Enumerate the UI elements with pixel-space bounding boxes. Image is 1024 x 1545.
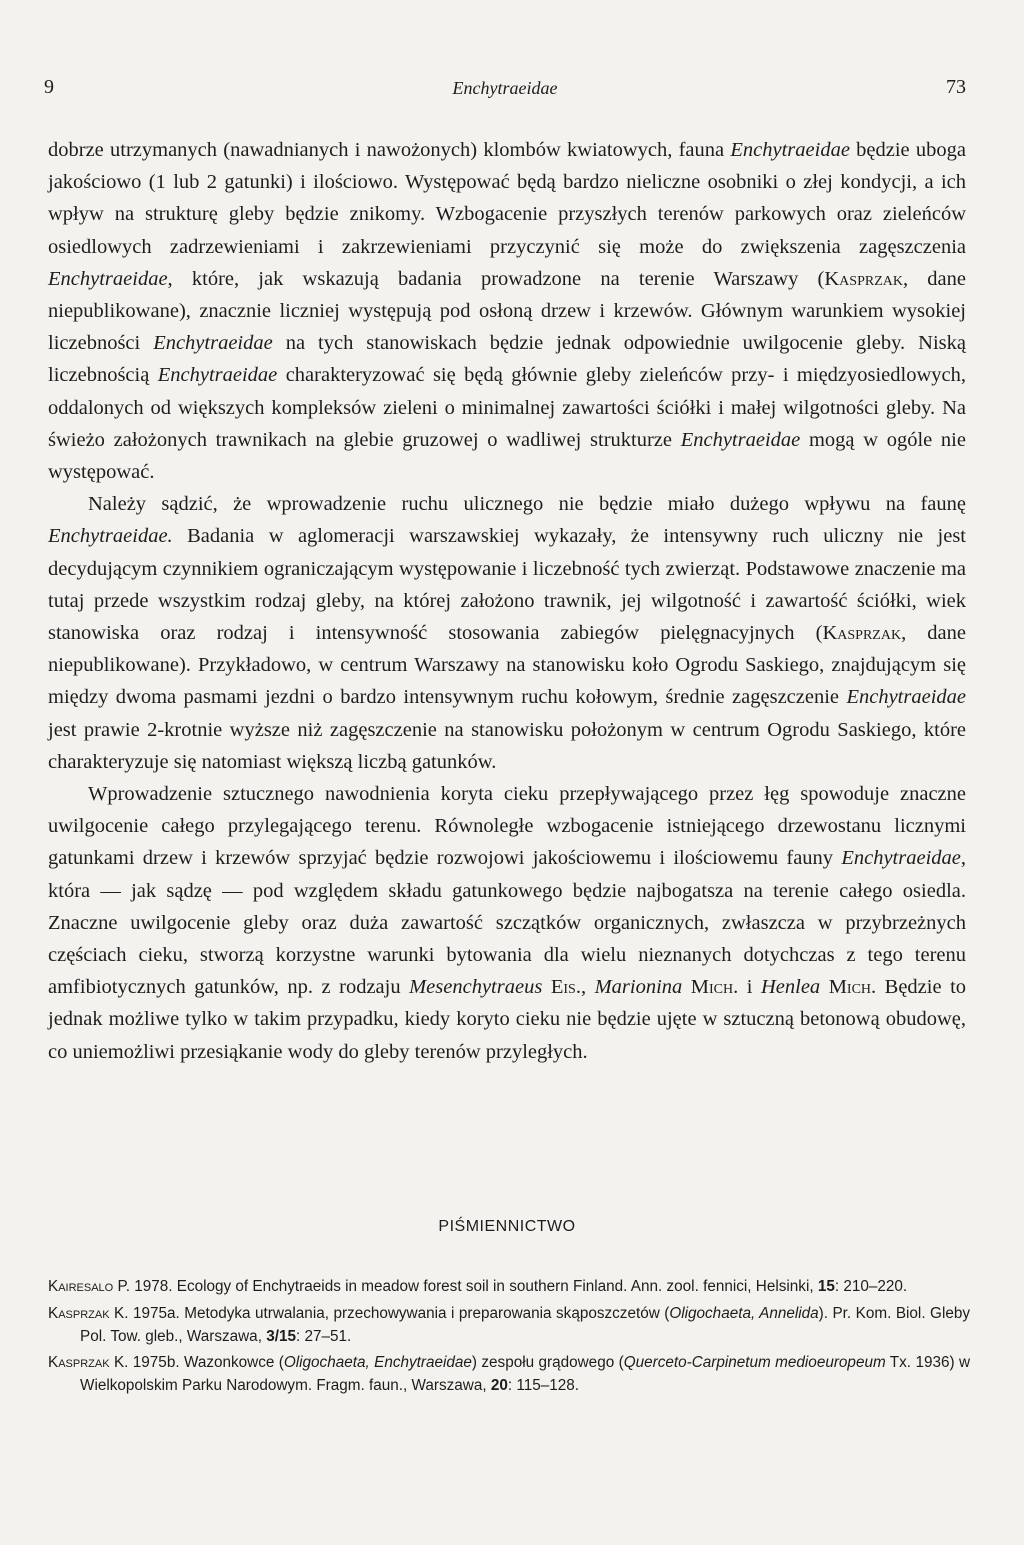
text-run: Enchytraeidae [157, 364, 278, 387]
references-list [48, 1276, 970, 1402]
text-run: , dane niepublikowane), znacznie liczniej występują pod osłoną drzew i krzewów. Głównym warunkiem wysokiej liczebności [48, 267, 967, 355]
text-run: Mich [690, 976, 734, 999]
paragraph-1 [48, 134, 966, 488]
text-run: , które, jak wskazują badania prowadzone na terenie Warszawy ( [167, 267, 825, 290]
text-run: Oligochaeta, Enchytraeidae [283, 1354, 472, 1372]
text-run: , która — jak sądzę — pod względem składu gatunkowego będzie najbogatsza na terenie całego osiedla. Znaczne uwilgocenie gleby oraz duża zawartość szczątków organicznych, zwłaszcza w przybrzeżnych częściach cieku, stworzą korzystne warunki bytowania dla wielu nieznanych dotychczas z tego terenu amfibiotycznych gatunków, np. z rodzaju [48, 847, 966, 999]
text-run: Badania w aglomeracji warszawskiej wykazały, że intensywny ruch uliczny nie jest decydującym czynnikiem ograniczającym występowanie i liczebność tych zwierząt. Podstawowe znaczenie ma tutaj przede wszystkim rodzaj gleby, na której założono trawnik, jej wilgotność i zawartość ściółki, wiek stanowiska oraz rodzaj i intensywność stosowania zabiegów pielęgnacyjnych ( [48, 525, 966, 645]
paragraph-2 [48, 488, 966, 778]
text-run: Kairesalo [48, 1278, 114, 1295]
references-heading: PIŚMIENNICTWO [438, 1218, 576, 1235]
text-run: charakteryzować się będą głównie gleby zieleńców przy- i międzyosiedlowych, oddalonych od większych kompleksów zieleni o minimalnej zawartości ściółki i małej wilgotności gleby. Na świeżo założonych trawnikach na glebie gruzowej o wadliwej strukturze [48, 364, 967, 451]
text-run [682, 976, 691, 998]
text-run: Eis [550, 976, 576, 999]
text-run: . Będzie to jednak możliwe tylko w takim przypadku, kiedy koryto cieku nie będzie ujęte w sztuczną betonową obudowę, co uniemożliwi przesiąkanie wody do gleby terenów przyległych. [48, 976, 967, 1063]
page-number-right: 73 [946, 76, 966, 98]
text-run [542, 976, 551, 998]
text-run: Henlea [760, 976, 821, 999]
text-run: Wprowadzenie sztucznego nawodnienia koryta cieku przepływającego przez łęg spowoduje znaczne uwilgocenie całego przylegającego terenu. Równoległe wzbogacenie istniejącego drzewostanu licznymi gatunkami drzew i krzewów sprzyjać będzie rozwojowi jakościowemu i ilościowemu fauny [48, 783, 966, 870]
text-run: : 115–128. [507, 1377, 580, 1395]
text-run: K. 1975a. Metodyka utrwalania, przechowywania i preparowania skąposzczetów ( [109, 1304, 670, 1322]
reference-item [48, 1276, 970, 1299]
text-run: mogą w ogóle nie występować. [48, 428, 966, 484]
text-run: Enchytraeidae [48, 267, 168, 290]
text-run: 15 [817, 1278, 835, 1295]
text-run: Mesenchytraeus [409, 976, 543, 999]
text-run: Enchytraeidae [153, 332, 273, 355]
text-run: 20 [490, 1377, 508, 1395]
text-run: , dane niepublikowane). Przykładowo, w centrum Warszawy na stanowisku koło Ogrodu Saskiego, znajdującym się między dwoma pasmami jezdni o bardzo intensywnym ruchu kołowym, średnie zagęszczenie [48, 622, 966, 709]
text-run: będzie uboga jakościowo (1 lub 2 gatunki) i ilościowo. Występować będą bardzo nieliczne osobniki o złej kondycji, a ich wpływ na strukturę gleby będzie znikomy. Wzbogacenie przyszłych terenów parkowych oraz zieleńców osiedlowych zadrzewieniami i zakrzewieniami przyczynić się może do zwiększenia zagęszczenia [48, 139, 966, 258]
text-run: dobrze utrzymanych (nawadnianych i nawożonych) klombów kwiatowych, fauna [48, 139, 731, 161]
text-run [820, 976, 829, 998]
text-run: Enchytraeidae [730, 139, 850, 161]
text-run: Querceto-Carpinetum medioeuropeum [623, 1354, 886, 1372]
text-run: 3/15 [266, 1327, 296, 1345]
text-run: ., [575, 976, 595, 999]
text-run: Enchytraeidae [680, 428, 801, 451]
text-run: : 210–220. [834, 1278, 908, 1295]
text-run: P. 1978. Ecology of Enchytraeids in meadow forest soil in southern Finland. Ann. zool. fennici, Helsinki, [113, 1278, 818, 1295]
text-run: . i [733, 976, 761, 999]
text-run: Mich [828, 976, 872, 999]
text-run: na tych stanowiskach będzie jednak odpowiednie uwilgocenie gleby. Niską liczebnością [48, 332, 966, 387]
text-run: Kasprzak [824, 267, 903, 290]
text-run: Kasprzak [48, 1304, 110, 1322]
text-run: Enchytraeidae. [48, 525, 173, 548]
reference-item [48, 1352, 970, 1398]
text-run: Kasprzak [48, 1354, 110, 1372]
text-run: Kasprzak [822, 622, 902, 645]
reference-item [48, 1303, 970, 1349]
body-text [48, 134, 966, 1068]
page-number-left: 9 [44, 76, 54, 98]
text-run: Należy sądzić, że wprowadzenie ruchu ulicznego nie będzie miało dużego wpływu na faunę [88, 493, 966, 516]
text-run: : 27–51. [295, 1327, 352, 1345]
text-run: Oligochaeta, Annelida [669, 1304, 819, 1322]
running-header [44, 76, 966, 102]
text-run: Enchytraeidae [841, 847, 961, 870]
running-title: Enchytraeidae [452, 78, 558, 98]
text-run: ) zespołu grądowego ( [471, 1354, 624, 1372]
text-run: K. 1975b. Wazonkowce ( [109, 1354, 284, 1372]
text-run: Tx. 1936) w Wielkopolskim Parku Narodowym. Fragm. faun., Warszawa, [80, 1354, 970, 1395]
text-run: Enchytraeidae [846, 686, 966, 709]
text-run: Marionina [594, 976, 683, 999]
text-run: ). Pr. Kom. Biol. Gleby Pol. Tow. gleb., Warszawa, [80, 1304, 971, 1345]
paragraph-3 [48, 778, 966, 1068]
text-run: jest prawie 2-krotnie wyższe niż zagęszczenie na stanowisku położonym w centrum Ogrodu Saskiego, które charakteryzuje się natomiast większą liczbą gatunków. [48, 718, 966, 773]
